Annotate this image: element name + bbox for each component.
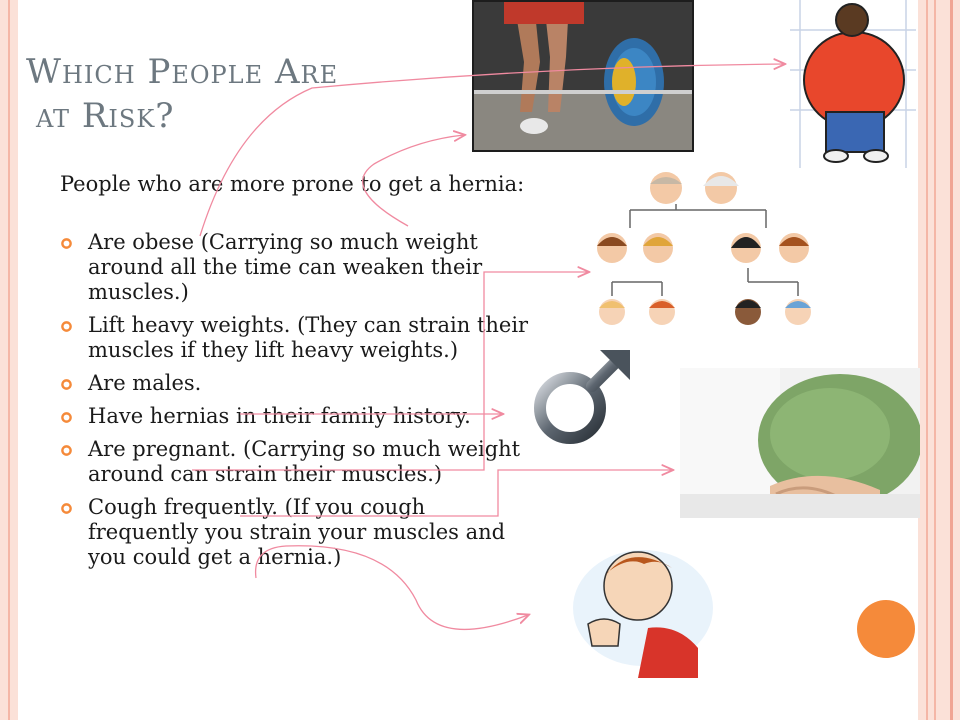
- bullet-icon: [61, 412, 72, 423]
- bullet-icon: [61, 379, 72, 390]
- obese-man-illustration: [790, 0, 916, 168]
- family-tree-illustration: [586, 166, 816, 334]
- title-line-1: Which People Are: [26, 52, 339, 92]
- list-item-text: Are males.: [88, 371, 202, 395]
- weightlifting-photo: [472, 0, 694, 152]
- list-item-text: Lift heavy weights. (They can strain their muscles if they lift heavy weights.): [88, 313, 529, 362]
- male-symbol-drawing: [528, 342, 638, 452]
- accent-circle: [857, 600, 915, 658]
- list-item: [60, 437, 530, 487]
- slide-title: [26, 50, 446, 138]
- pregnant-belly-drawing: [680, 368, 920, 518]
- right-border-line: [934, 0, 936, 720]
- right-border-line: [950, 0, 953, 720]
- right-border-line: [926, 0, 928, 720]
- left-border-line: [8, 0, 10, 720]
- list-item-text: Cough frequently. (If you cough frequently you strain your muscles and you could get a hernia.): [88, 495, 506, 569]
- list-item-text: Have hernias in their family history.: [88, 404, 471, 428]
- bullet-icon: [61, 445, 72, 456]
- pregnant-belly-photo: [680, 368, 920, 518]
- list-item: [60, 495, 530, 570]
- right-border-band: [918, 0, 960, 720]
- family-tree-drawing: [586, 166, 816, 334]
- list-item: [60, 230, 530, 305]
- male-symbol-icon: [528, 342, 638, 452]
- weightlifting-illustration: [474, 2, 692, 150]
- list-item-text: Are obese (Carrying so much weight around all the time can weaken their muscles.): [88, 230, 483, 304]
- bullet-icon: [61, 503, 72, 514]
- title-line-2: at Risk?: [36, 96, 175, 136]
- list-item: [60, 371, 530, 396]
- coughing-boy-drawing: [548, 528, 718, 678]
- list-item: [60, 313, 530, 363]
- intro-text: People who are more prone to get a hernia:: [60, 172, 525, 196]
- obese-man-cartoon: [790, 0, 916, 168]
- bullet-icon: [61, 238, 72, 249]
- list-item: [60, 404, 530, 429]
- bullet-icon: [61, 321, 72, 332]
- coughing-boy-cartoon: [548, 528, 718, 678]
- list-item-text: Are pregnant. (Carrying so much weight around can strain their muscles.): [88, 437, 521, 486]
- risk-list: [60, 230, 530, 578]
